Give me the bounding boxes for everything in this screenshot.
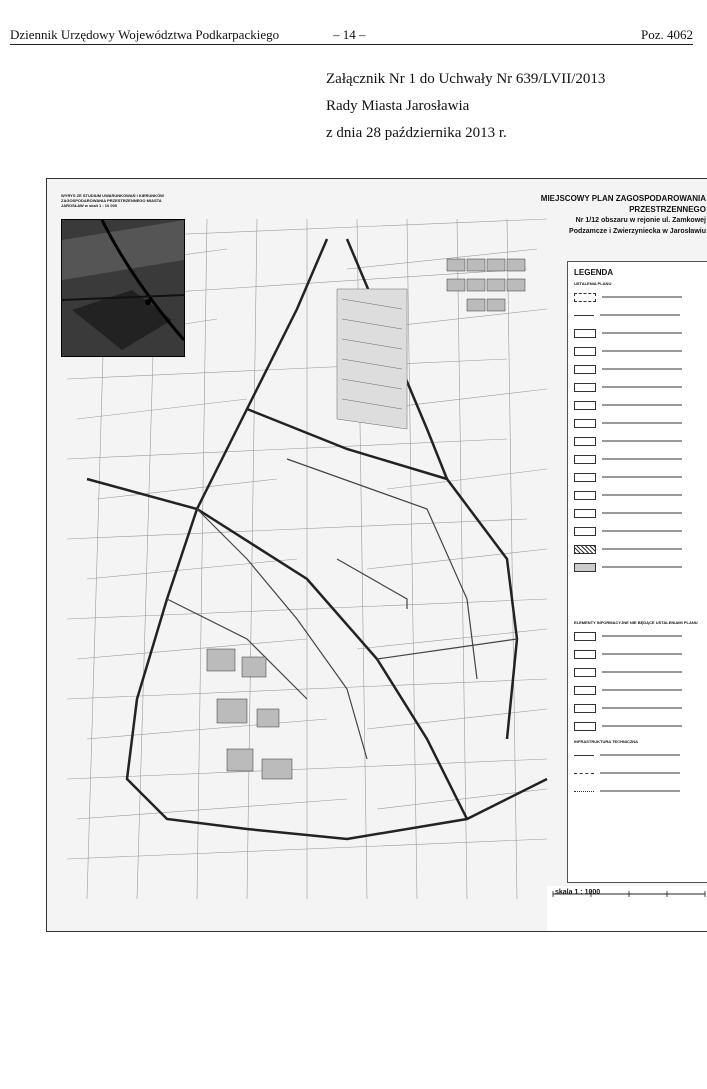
- legend-swatch: [574, 563, 596, 572]
- legend-row: [574, 360, 707, 378]
- legend-row: [574, 450, 707, 468]
- legend-swatch: [574, 365, 596, 374]
- page-header: [10, 24, 693, 45]
- legend-row: [574, 522, 707, 540]
- legend-swatch: [574, 473, 596, 482]
- legend-section-infrastructure: INFRASTRUKTURA TECHNICZNA: [574, 739, 639, 744]
- legend-row: [574, 782, 707, 800]
- legend-row: [574, 432, 707, 450]
- legend-section-info: ELEMENTY INFORMACYJNE NIE BĘDĄCE USTALENIAMI PLANU: [574, 620, 698, 625]
- scale-bar: [547, 886, 707, 906]
- inset-map: [61, 219, 185, 357]
- legend-row: [574, 342, 707, 360]
- legend-swatch: [574, 491, 596, 500]
- attachment-line-1: Załącznik Nr 1 do Uchwały Nr 639/LVII/2013: [326, 71, 606, 87]
- legend-swatch: [574, 545, 596, 554]
- legend-swatch: [574, 527, 596, 536]
- legend-swatch: [574, 455, 596, 464]
- legend-row: [574, 486, 707, 504]
- legend-row: [574, 645, 707, 663]
- legend-swatch: [574, 347, 596, 356]
- legend-swatch: [574, 755, 594, 756]
- legend-row: [574, 699, 707, 717]
- legend-swatch: [574, 722, 596, 731]
- map-legend: [567, 261, 707, 883]
- legend-row: [574, 663, 707, 681]
- legend-swatch: [574, 686, 596, 695]
- legend-swatch: [574, 632, 596, 641]
- attachment-heading: [326, 66, 605, 147]
- legend-row: [574, 764, 707, 782]
- legend-row: [574, 324, 707, 342]
- legend-swatch: [574, 650, 596, 659]
- legend-swatch: [574, 329, 596, 338]
- publication-title: Dziennik Urzędowy Województwa Podkarpackiego: [10, 27, 280, 42]
- legend-row: [574, 288, 707, 306]
- legend-swatch: [574, 791, 594, 792]
- attachment-line-2: Rady Miasta Jarosławia: [326, 98, 470, 114]
- zoning-plan-map: [46, 178, 707, 932]
- legend-row: [574, 717, 707, 735]
- legend-swatch: [574, 419, 596, 428]
- map-subtitle: Nr 1/12 obszaru w rejonie ul. Zamkowej: [575, 217, 706, 224]
- page-number: – 14 –: [333, 27, 366, 42]
- legend-row: [574, 414, 707, 432]
- legend-row: [574, 468, 707, 486]
- legend-swatch: [574, 383, 596, 392]
- legend-swatch: [574, 668, 596, 677]
- legend-swatch: [574, 773, 594, 774]
- map-scale: skala 1 : 1000: [555, 889, 601, 896]
- legend-row: [574, 681, 707, 699]
- legend-row: [574, 627, 707, 645]
- legend-swatch: [574, 401, 596, 410]
- legend-title: LEGENDA: [574, 268, 614, 277]
- legend-section-plan: USTALENIA PLANU: [574, 281, 612, 286]
- attachment-line-3: z dnia 28 października 2013 r.: [326, 125, 507, 141]
- map-title-block: [506, 193, 706, 237]
- map-title: MIEJSCOWY PLAN ZAGOSPODAROWANIA PRZESTRZENNEGO: [540, 194, 706, 214]
- legend-swatch: [574, 509, 596, 518]
- legend-swatch: [574, 315, 594, 316]
- study-excerpt-inset: [61, 193, 183, 355]
- map-subtitle-2: Podzamcze i Zwierzyniecka w Jarosławiu: [569, 228, 706, 235]
- legend-row: [574, 504, 707, 522]
- legend-row: [574, 558, 707, 576]
- legend-swatch: [574, 704, 596, 713]
- legend-row: [574, 378, 707, 396]
- inset-caption: WYRYS ZE STUDIUM UWARUNKOWAŃ I KIERUNKÓW ZAGOSPODAROWANIA PRZESTRZENNEGO MIASTA JAROSŁAW w skali 1 : 10 000: [61, 193, 164, 208]
- legend-row: [574, 396, 707, 414]
- position-number: Poz. 4062: [641, 27, 693, 42]
- legend-row: [574, 746, 707, 764]
- legend-swatch: [574, 437, 596, 446]
- legend-swatch: [574, 293, 596, 302]
- legend-row: [574, 306, 707, 324]
- scale-block: [547, 886, 707, 931]
- legend-row: [574, 540, 707, 558]
